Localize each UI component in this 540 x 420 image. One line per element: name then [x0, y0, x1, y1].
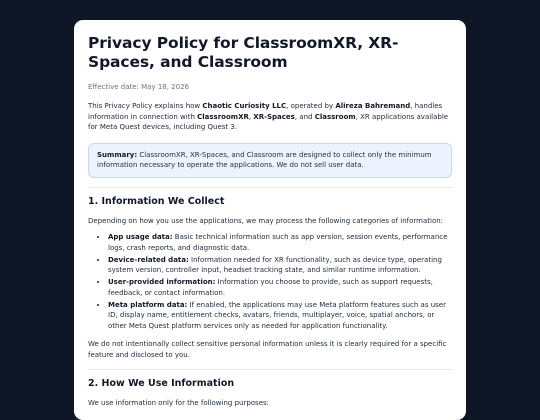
summary-label: Summary:: [97, 150, 138, 159]
section-heading: 1. Information We Collect: [88, 195, 225, 207]
page-title: Privacy Policy for ClassroomXR, XR-Spaces, and Classroom: [88, 34, 399, 71]
section-divider: [88, 369, 452, 370]
list-item-text: If enabled, the applications may use Meta platform features such as user ID, display name, entitlement checks, avatars, friends, multiplayer, voice, spatial anchors, or other Meta Quest platform services only as needed for application functionality.: [108, 300, 446, 330]
operator-name: Alireza Bahremand: [335, 102, 411, 110]
section-heading: 2. How We Use Information: [88, 378, 235, 389]
list-item-text: Basic technical information such as app version, session events, performance logs, crash reports, and diagnostic data.: [108, 233, 448, 252]
intro-text: , and: [294, 112, 315, 121]
list-item-text: Information needed for XR functionality, such as device type, operating system version, controller input, headset tracking state, and similar runtime information.: [108, 255, 442, 274]
summary-box: [88, 143, 452, 178]
effective-date: Effective date: May 18, 2026: [88, 83, 190, 91]
list-item-label: App usage data:: [108, 233, 173, 241]
list-item: [108, 277, 452, 298]
list-item-label: Meta platform data:: [108, 300, 188, 309]
intro-text: ,: [248, 112, 254, 121]
app-name: Classroom: [314, 112, 356, 121]
app-name: XR-Spaces: [253, 112, 295, 121]
list-item-label: Device-related data:: [108, 255, 189, 264]
intro-text: This Privacy Policy explains how: [88, 102, 203, 110]
intro-text: , operated by: [286, 102, 336, 110]
section-intro: Depending on how you use the applications, we may process the following categories of information:: [88, 216, 444, 225]
section-closing: We do not intentionally collect sensitive personal information unless it is clearly required for a specific feature and disclosed to you.: [88, 340, 447, 359]
list-item: [108, 300, 452, 332]
info-list: [88, 232, 452, 331]
section-intro: We use information only for the following purposes:: [88, 399, 270, 407]
section-divider: [88, 187, 452, 188]
intro-text: , handles information in connection with: [88, 102, 443, 121]
list-item-text: Information you choose to provide, such as support requests, feedback, or contact information.: [108, 278, 433, 297]
summary-text: ClassroomXR, XR-Spaces, and Classroom are designed to collect only the minimum information necessary to operate the applications. We do not sell user data.: [97, 150, 432, 169]
app-name: ClassroomXR: [197, 112, 249, 121]
list-item-label: User-provided information:: [108, 278, 216, 286]
company-name: Chaotic Curiosity LLC: [202, 102, 287, 110]
intro-text: , XR applications available for Meta Quest devices, including Quest 3.: [88, 112, 449, 131]
list-item: [108, 255, 452, 276]
list-item: [108, 232, 452, 253]
policy-card: [74, 20, 466, 420]
intro-paragraph: [88, 101, 452, 133]
